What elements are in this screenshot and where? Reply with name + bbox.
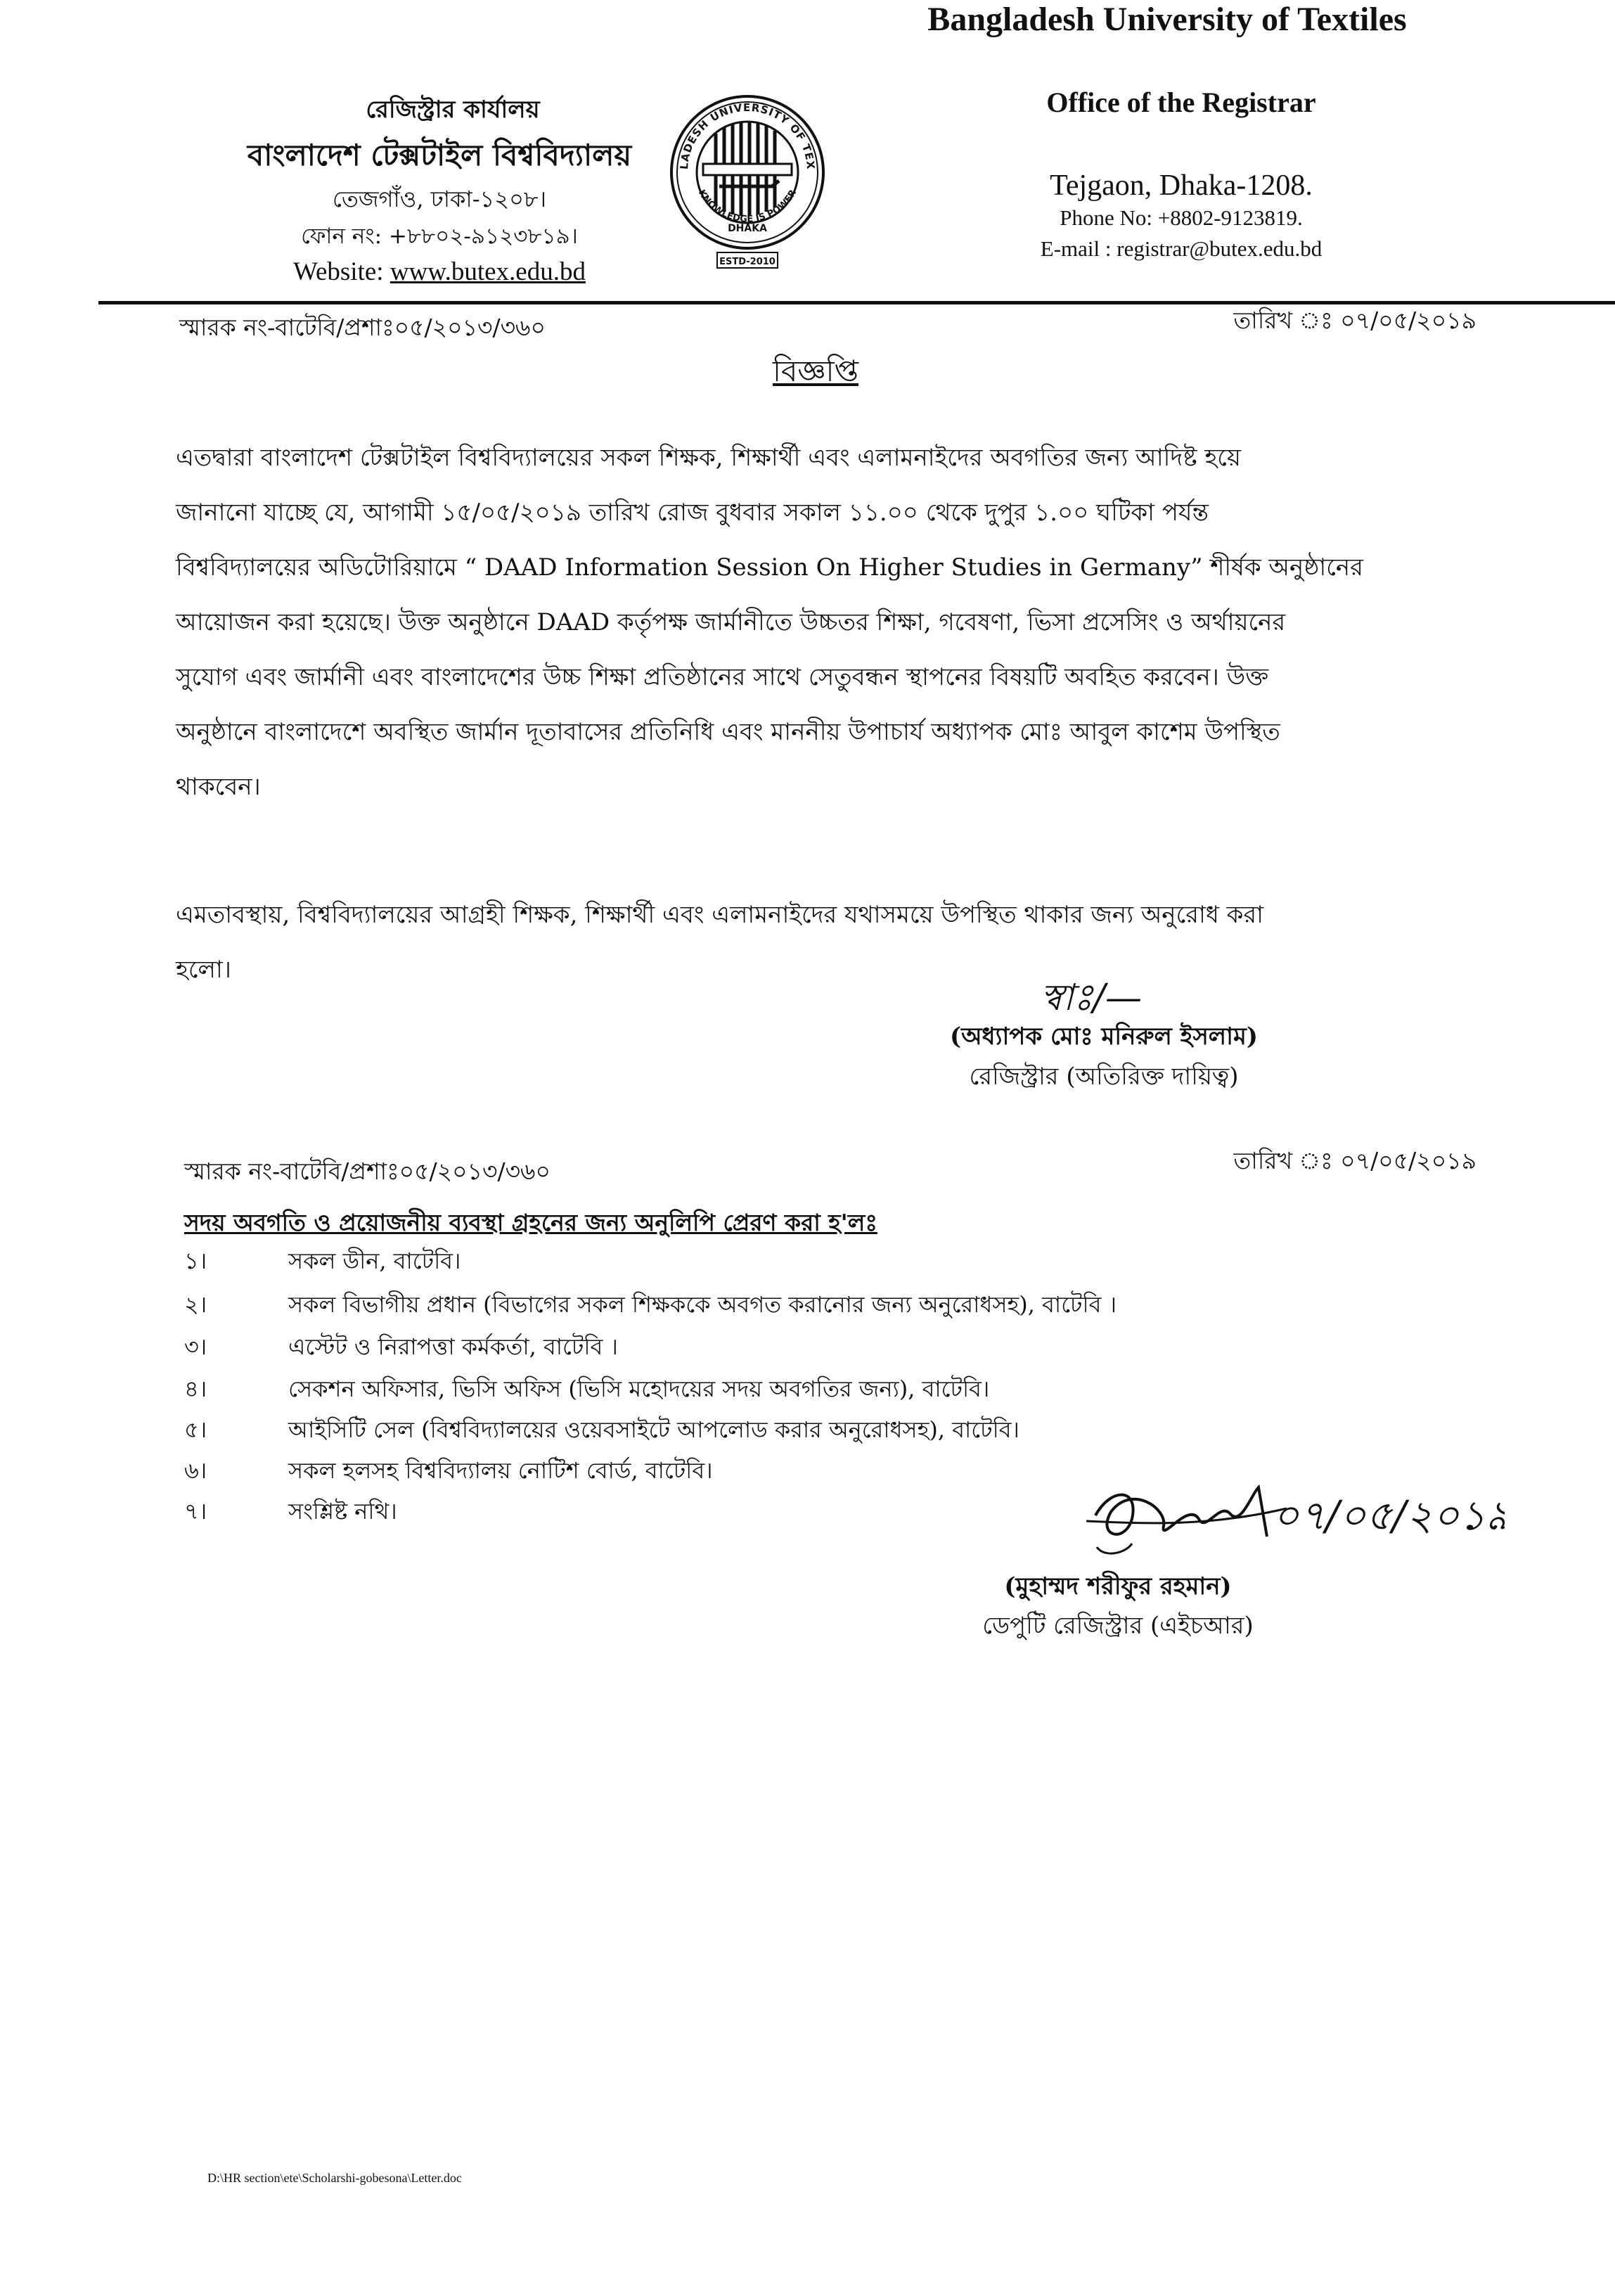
cc-item-number: ২। xyxy=(184,1291,207,1318)
notice-closing xyxy=(176,887,1473,997)
signature-mark: স্বাঃ/— xyxy=(1041,977,1142,1019)
cc-heading: সদয় অবগতি ও প্রয়োজনীয় ব্যবস্থা গ্রহনের জন্য অনুলিপি প্রেরণ করা হ'লঃ xyxy=(184,1209,877,1236)
notice-body xyxy=(176,430,1473,814)
signatory-2-name: (মুহাম্মদ শরীফুর রহমান) xyxy=(1004,1572,1232,1601)
header-bn-phone: ফোন নং: +৮৮০২-৯১২৩৮১৯। xyxy=(301,224,578,249)
seal-top-text: LADESH UNIVERSITY OF TEX xyxy=(677,101,818,171)
notice-line: অনুষ্ঠানে বাংলাদেশে অবস্থিত জার্মান দূতাবাসের প্রতিনিধি এবং মাননীয় উপাচার্য অধ্যাপক মোঃ আবুল কাশেম উপস্থিত xyxy=(176,718,1280,746)
header-en-office: Office of the Registrar xyxy=(1046,86,1316,118)
seal-bottom-text: KNOWLEDGE IS POWER xyxy=(695,188,799,225)
cc-item-text: সংশ্লিষ্ট নথি। xyxy=(288,1498,397,1525)
university-seal-logo xyxy=(667,81,828,274)
cc-item-number: ৭। xyxy=(184,1498,207,1525)
header-en-email: E-mail : registrar@butex.edu.bd xyxy=(1040,236,1323,261)
footer-file-path: D:\HR section\ete\Scholarshi-gobesona\Letter.doc xyxy=(207,2171,462,2185)
notice-line: এতদ্বারা বাংলাদেশ টেক্সটাইল বিশ্ববিদ্যালয়ের সকল শিক্ষক, শিক্ষার্থী এবং এলামনাইদের অবগতির জন্য আদিষ্ট হয়ে xyxy=(176,444,1242,472)
signatory-1-title: রেজিস্ট্রার (অতিরিক্ত দায়িত্ব) xyxy=(969,1063,1239,1091)
signatory-2-title: ডেপুটি রেজিস্ট্রার (এইচআর) xyxy=(982,1612,1254,1640)
cc-item-number: ৩। xyxy=(184,1333,207,1360)
seal-graphic xyxy=(667,81,828,274)
cc-item-number: ৫। xyxy=(184,1416,207,1443)
memo-ref-no: স্মারক নং-বাটেবি/প্রশাঃ০৫/২০১৩/৩৬০ xyxy=(179,314,546,341)
header-bn-address: তেজগাঁও, ঢাকা-১২০৮। xyxy=(332,186,547,212)
signature-date: ০৭/০৫/২০১৯ xyxy=(1273,1492,1505,1539)
cc-item-text: এস্টেট ও নিরাপত্তা কর্মকর্তা, বাটেবি । xyxy=(288,1333,618,1360)
svg-text:KNOWLEDGE IS POWER xyxy=(696,188,799,225)
memo-copy-date: তারিখ ঃ ০৭/০৫/২০১৯ xyxy=(1233,1147,1476,1174)
handwritten-signature xyxy=(1083,1459,1505,1579)
memo-copy-ref-no: স্মারক নং-বাটেবি/প্রশাঃ০৫/২০১৩/৩৬০ xyxy=(184,1157,551,1185)
header-en-university: Bangladesh University of Textiles xyxy=(927,1,1407,38)
notice-line: বিশ্ববিদ্যালয়ের অডিটোরিয়ামে “ DAAD Information Session On Higher Studies in Germany” শীর্ষক অনুষ্ঠানের xyxy=(176,553,1363,582)
header-en-address: Tejgaon, Dhaka-1208. xyxy=(1050,169,1313,202)
notice-line: সুযোগ এবং জার্মানী এবং বাংলাদেশের উচ্চ শিক্ষা প্রতিষ্ঠানের সাথে সেতুবন্ধন স্থাপনের বিষয়টি অবহিত করবেন। উক্ত xyxy=(176,663,1269,691)
cc-item-text: আইসিটি সেল (বিশ্ববিদ্যালয়ের ওয়েবসাইটে আপলোড করার অনুরোধসহ), বাটেবি। xyxy=(288,1416,1020,1443)
website-link[interactable]: www.butex.edu.bd xyxy=(390,257,586,286)
notice-line: থাকবেন। xyxy=(176,773,261,801)
notice-line: আয়োজন করা হয়েছে। উক্ত অনুষ্ঠানে DAAD কর্তৃপক্ষ জার্মানীতে উচ্চতর শিক্ষা, গবেষণা, ভিসা প্রসেসিং ও অর্থায়নের xyxy=(176,608,1286,636)
cc-item-number: ৪। xyxy=(184,1375,207,1402)
closing-line: এমতাবস্থায়, বিশ্ববিদ্যালয়ের আগ্রহী শিক্ষক, শিক্ষার্থী এবং এলামনাইদের যথাসময়ে উপস্থিত থাকার জন্য অনুরোধ করা xyxy=(176,901,1264,929)
cc-item-text: সকল হলসহ বিশ্ববিদ্যালয় নোটিশ বোর্ড, বাটেবি। xyxy=(288,1457,713,1484)
memo-date: তারিখ ঃ ০৭/০৫/২০১৯ xyxy=(1233,307,1476,334)
seal-estd: ESTD-2010 xyxy=(719,257,776,267)
seal-city: DHAKA xyxy=(728,223,767,234)
cc-item-text: সকল বিভাগীয় প্রধান (বিভাগের সকল শিক্ষককে অবগত করানোর জন্য অনুরোধসহ), বাটেবি । xyxy=(288,1291,1117,1318)
signature-scribble xyxy=(1083,1459,1505,1579)
signatory-1-name: (অধ্যাপক মোঃ মনিরুল ইসলাম) xyxy=(950,1022,1258,1051)
cc-item-text: সকল ডীন, বাটেবি। xyxy=(288,1248,461,1274)
cc-item-number: ৬। xyxy=(184,1457,207,1484)
header-website xyxy=(229,257,650,287)
notice-title: বিজ্ঞপ্তি xyxy=(772,354,859,388)
cc-item-text: সেকশন অফিসার, ভিসি অফিস (ভিসি মহোদয়ের সদয় অবগতির জন্য), বাটেবি। xyxy=(288,1375,990,1402)
header-bn-office: রেজিস্ট্রার কার্যালয় xyxy=(366,96,540,124)
cc-item-number: ১। xyxy=(184,1248,207,1274)
header-en-phone: Phone No: +8802-9123819. xyxy=(1060,205,1303,230)
notice-line: জানানো যাচ্ছে যে, আগামী ১৫/০৫/২০১৯ তারিখ রোজ বুধবার সকাল ১১.০০ থেকে দুপুর ১.০০ ঘটিকা পর্যন্ত xyxy=(176,499,1209,527)
header-bn-university: বাংলাদেশ টেক্সটাইল বিশ্ববিদ্যালয় xyxy=(247,138,632,172)
closing-line: হলো। xyxy=(176,956,231,984)
website-label: Website: xyxy=(293,257,384,286)
